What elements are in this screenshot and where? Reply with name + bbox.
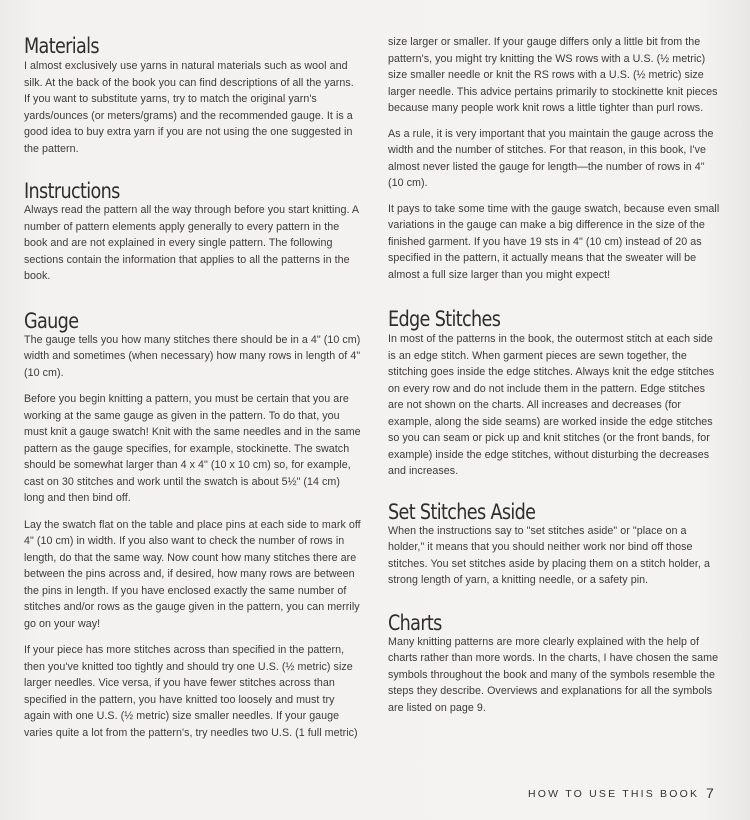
section-charts [388, 611, 723, 717]
heading-materials: Materials [24, 34, 99, 59]
gauge-paragraph-2: Before you begin knitting a pattern, you must be certain that you are working at the same gauge as given in the pattern. To do that, you must knit a gauge swatch! Knit with the same needles and in the same pattern as the gauge specifies, for example, stockinette. The swatch should be somewhat larger than 4 x 4" (10 x 10 cm) so, for example, cast on 30 stitches and work until the swatch is about 5½" (14 cm) long and then bind off. [24, 393, 361, 504]
gauge-paragraph-1: The gauge tells you how many stitches there should be in a 4" (10 cm) width and sometimes (when necessary) how many rows in length of 4" (10 cm). [24, 333, 361, 379]
section-materials [24, 34, 362, 157]
right-column [388, 34, 723, 716]
gauge-paragraph-4: If your piece has more stitches across than specified in the pattern, then you've knitted too tightly and should try one U.S. (½ metric) size larger needles. Vice versa, if you have fewer stitches across than specified in the pattern, you have knitted too loosely and must try again with one U.S. (½ metric) size smaller needles. If your gauge varies quite a lot from the pattern's, try needles two U.S. (1 full metric) [24, 644, 358, 739]
gauge-continued-paragraph-1: size larger or smaller. If your gauge differs only a little bit from the pattern's, you might try knitting the WS rows with a U.S. (½ metric) size smaller needle or knit the RS rows with a U.S. (½ metric) size larger needle. This advice pertains primarily to stockinette knit pieces because many people work knit rows a little tighter than purl rows. [388, 36, 718, 114]
edge-stitches-paragraph-1: In most of the patterns in the book, the outermost stitch at each side is an edge stitch. When garment pieces are sewn together, the stitching goes inside the edge stitches. Always knit the edge stitches on every row and do not include them in the pattern. Edge stitches are not shown on the charts. All increases and decreases (for example, along the side seams) are worked inside the edge stitches so you can seam or pick up and knit stitches (or the front bands, for example) inside the edge stitches, without disturbing the decreases and increases. [388, 333, 715, 477]
section-instructions [24, 179, 362, 285]
charts-paragraph-1: Many knitting patterns are more clearly explained with the help of charts rather than more words. In the charts, I have chosen the same symbols throughout the book and many of the symbols resemble the steps they describe. Overviews and explanations for all the symbols are listed on page 9. [388, 635, 719, 714]
running-head: HOW TO USE THIS BOOK [528, 788, 700, 800]
gauge-paragraph-3: Lay the swatch flat on the table and place pins at each side to mark off 4" (10 cm) in width. If you also want to check the number of rows in length, do that the same way. Now count how many stitches there are between the pins across and, if desired, how many rows are between the pins in length. If you have enclosed exactly the same number of stitches and/or rows as the gauge given in the pattern, you can merrily go on your way! [24, 518, 361, 630]
page-number: 7 [706, 785, 714, 801]
instructions-paragraph-1: Always read the pattern all the way through before you start knitting. A number of pattern elements apply generally to every pattern in the book and are not explained in every single pattern. The following sections contain the information that applies to all the patterns in the book. [24, 204, 359, 282]
section-gauge-continued [388, 34, 723, 283]
gauge-continued-paragraph-2: As a rule, it is very important that you maintain the gauge across the width and the number of stitches. For that reason, in this book, I've almost never listed the gauge for length—the number of rows in 4" (10 cm). [388, 127, 714, 189]
heading-set-stitches-aside: Set Stitches Aside [388, 499, 536, 525]
heading-charts: Charts [388, 610, 442, 636]
heading-instructions: Instructions [24, 179, 120, 204]
materials-paragraph-1: I almost exclusively use yarns in natural materials such as wool and silk. At the back of the book you can find descriptions of all the yarns. If you want to substitute yarns, try to match the original yarn's yards/ounces (or meters/grams) and the recommended gauge. It is a good idea to buy extra yarn if you are not using the one suggested in the pattern. [24, 60, 354, 155]
section-gauge [24, 309, 362, 742]
section-edge-stitches [388, 307, 723, 480]
section-set-stitches-aside [388, 500, 723, 589]
page-footer [528, 785, 714, 801]
set-stitches-aside-paragraph-1: When the instructions say to "set stitches aside" or "place on a holder," it means that you should neither work nor bind off those stitches. You set stitches aside by placing them on a stitch holder, a strong length of yarn, a knitting needle, or a safety pin. [388, 524, 710, 586]
gauge-continued-paragraph-3: It pays to take some time with the gauge swatch, because even small variations in the gauge can make a big difference in the size of the finished garment. If you have 19 sts in 4" (10 cm) instead of 20 as specified in the pattern, it actually means that the sweater will be almost a full size larger than you might expect! [388, 202, 720, 281]
heading-edge-stitches: Edge Stitches [388, 307, 501, 332]
heading-gauge: Gauge [24, 308, 79, 334]
left-column [24, 34, 362, 741]
